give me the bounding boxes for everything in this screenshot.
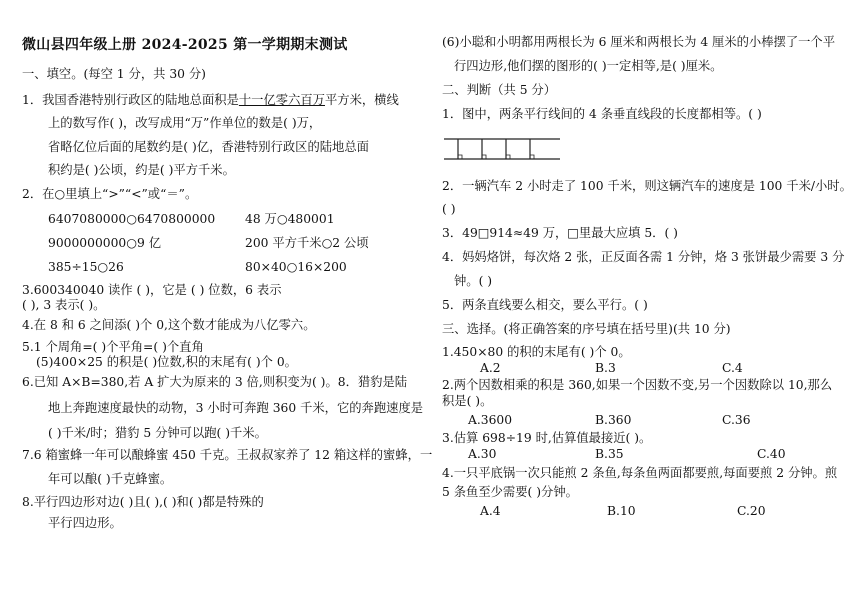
option-c: C.36: [722, 413, 751, 427]
question-1-line-3: 省略亿位后面的尾数约是( )亿，香港特别行政区的陆地总面: [48, 140, 369, 154]
question-1-line-2: 上的数写作( )，改写成用“万”作单位的数是( )万，: [48, 116, 322, 130]
question-7-line-2: 年可以酿( )千克蜂蜜。: [48, 472, 173, 486]
judge-question-4-line-2: 钟。( ): [454, 274, 493, 288]
compare-item: 48 万○480001: [245, 212, 335, 226]
choice-question-4-line-1: 4.一只平底锅一次只能煎 2 条鱼,每条鱼两面都要煎,每面要煎 2 分钟。煎: [442, 466, 838, 480]
option-b: B.360: [595, 413, 632, 427]
compare-item: 9000000000○9 亿: [48, 236, 161, 250]
question-4: 4.在 8 和 6 之间添( )个 0,这个数才能成为八亿零六。: [22, 318, 316, 332]
judge-question-2-line-2: ( ): [442, 202, 456, 216]
q1-underlined: 十一亿零六百万: [238, 93, 325, 107]
question-6-line-1: 6.已知 A×B=380,若 A 扩大为原来的 3 倍,则积变为( )。8．猎豹是陆: [22, 375, 408, 389]
option-b: B.35: [595, 447, 624, 461]
question-8-line-2: 平行四边形。: [48, 516, 122, 530]
compare-item: 385÷15○26: [48, 260, 124, 274]
choice-question-1: 1.450×80 的积的末尾有( )个 0。: [442, 345, 631, 359]
question-3-line-2: ( ), 3 表示( )。: [22, 298, 106, 312]
option-a: A.4: [480, 504, 501, 518]
option-a: A.30: [468, 447, 497, 461]
q1-pre: 1．我国香港特别行政区的陆地总面积是: [22, 93, 239, 107]
choice-question-2-line-1: 2.两个因数相乘的积是 360,如果一个因数不变,另一个因数除以 10,那么: [442, 378, 833, 392]
judge-question-4-line-1: 4．妈妈烙饼，每次烙 2 张，正反面各需 1 分钟，烙 3 张饼最少需要 3 分: [442, 250, 845, 264]
section-judge-heading: 二、判断（共 5 分）: [442, 83, 557, 97]
question-5-line-2: (5)400×25 的积是( )位数,积的末尾有( )个 0。: [36, 355, 297, 369]
question-7-line-1: 7.6 箱蜜蜂一年可以酿蜂蜜 450 千克。王叔叔家养了 12 箱这样的蜜蜂，一: [22, 448, 433, 462]
judge-question-5: 5．两条直线要么相交，要么平行。( ): [442, 298, 648, 312]
judge-question-2-line-1: 2．一辆汽车 2 小时走了 100 千米，则这辆汽车的速度是 100 千米/小时。: [442, 179, 852, 193]
right-angle-mark: [482, 155, 486, 159]
option-a: A.2: [480, 361, 501, 375]
question-6-line-2: 地上奔跑速度最快的动物，3 小时可奔跑 360 千米，它的奔跑速度是: [48, 401, 424, 415]
question-6-line-3: ( )千米/时；猎豹 5 分钟可以跑( )千米。: [48, 426, 267, 440]
choice-question-2-line-2: 积是( )。: [442, 394, 493, 408]
judge-question-1: 1．图中，两条平行线间的 4 条垂直线段的长度都相等。( ): [442, 107, 762, 121]
compare-item: 6407080000○6470800000: [48, 212, 216, 226]
page-title: 微山县四年级上册 2024-2025 第一学期期末测试: [22, 37, 348, 53]
option-b: B.10: [607, 504, 636, 518]
question-8-line-1: 8.平行四边形对边( )且( ),( )和( )都是特殊的: [22, 495, 264, 509]
right-angle-mark: [506, 155, 510, 159]
question-1-line-4: 积约是( )公顷，约是( )平方千米。: [48, 163, 235, 177]
section-fill-heading: 一、填空。(每空 1 分，共 30 分): [22, 67, 206, 81]
parallel-lines-figure: [442, 134, 564, 166]
compare-item: 200 平方千米○2 公顷: [245, 236, 369, 250]
question-6-parallelogram-line-1: (6)小聪和小明都用两根长为 6 厘米和两根长为 4 厘米的小棒摆了一个平: [442, 35, 836, 49]
section-choice-heading: 三、选择。(将正确答案的序号填在括号里)(共 10 分): [442, 322, 731, 336]
q1-post: 平方米，横线: [324, 93, 399, 107]
option-a: A.3600: [468, 413, 513, 427]
choice-question-3: 3.估算 698÷19 时,估算值最接近( )。: [442, 431, 652, 445]
question-3-line-1: 3.600340040 读作 ( )，它是 ( ) 位数，6 表示: [22, 283, 282, 297]
right-angle-mark: [458, 155, 462, 159]
question-1-line-1: [22, 92, 399, 108]
question-6-parallelogram-line-2: 行四边形,他们摆的图形的( )一定相等,是( )厘米。: [454, 59, 723, 73]
choice-question-4-line-2: 5 条鱼至少需要( )分钟。: [442, 485, 578, 499]
option-c: C.4: [722, 361, 743, 375]
option-c: C.40: [757, 447, 786, 461]
option-c: C.20: [737, 504, 766, 518]
option-b: B.3: [595, 361, 616, 375]
compare-item: 80×40○16×200: [245, 260, 347, 274]
question-5-line-1: 5.1 个周角=( )个平角=( )个直角: [22, 340, 204, 354]
question-2: 2．在○里填上“>”“<”或“＝”。: [22, 187, 198, 201]
judge-question-3: 3．49□914≈49 万，□里最大应填 5．( ): [442, 226, 678, 240]
